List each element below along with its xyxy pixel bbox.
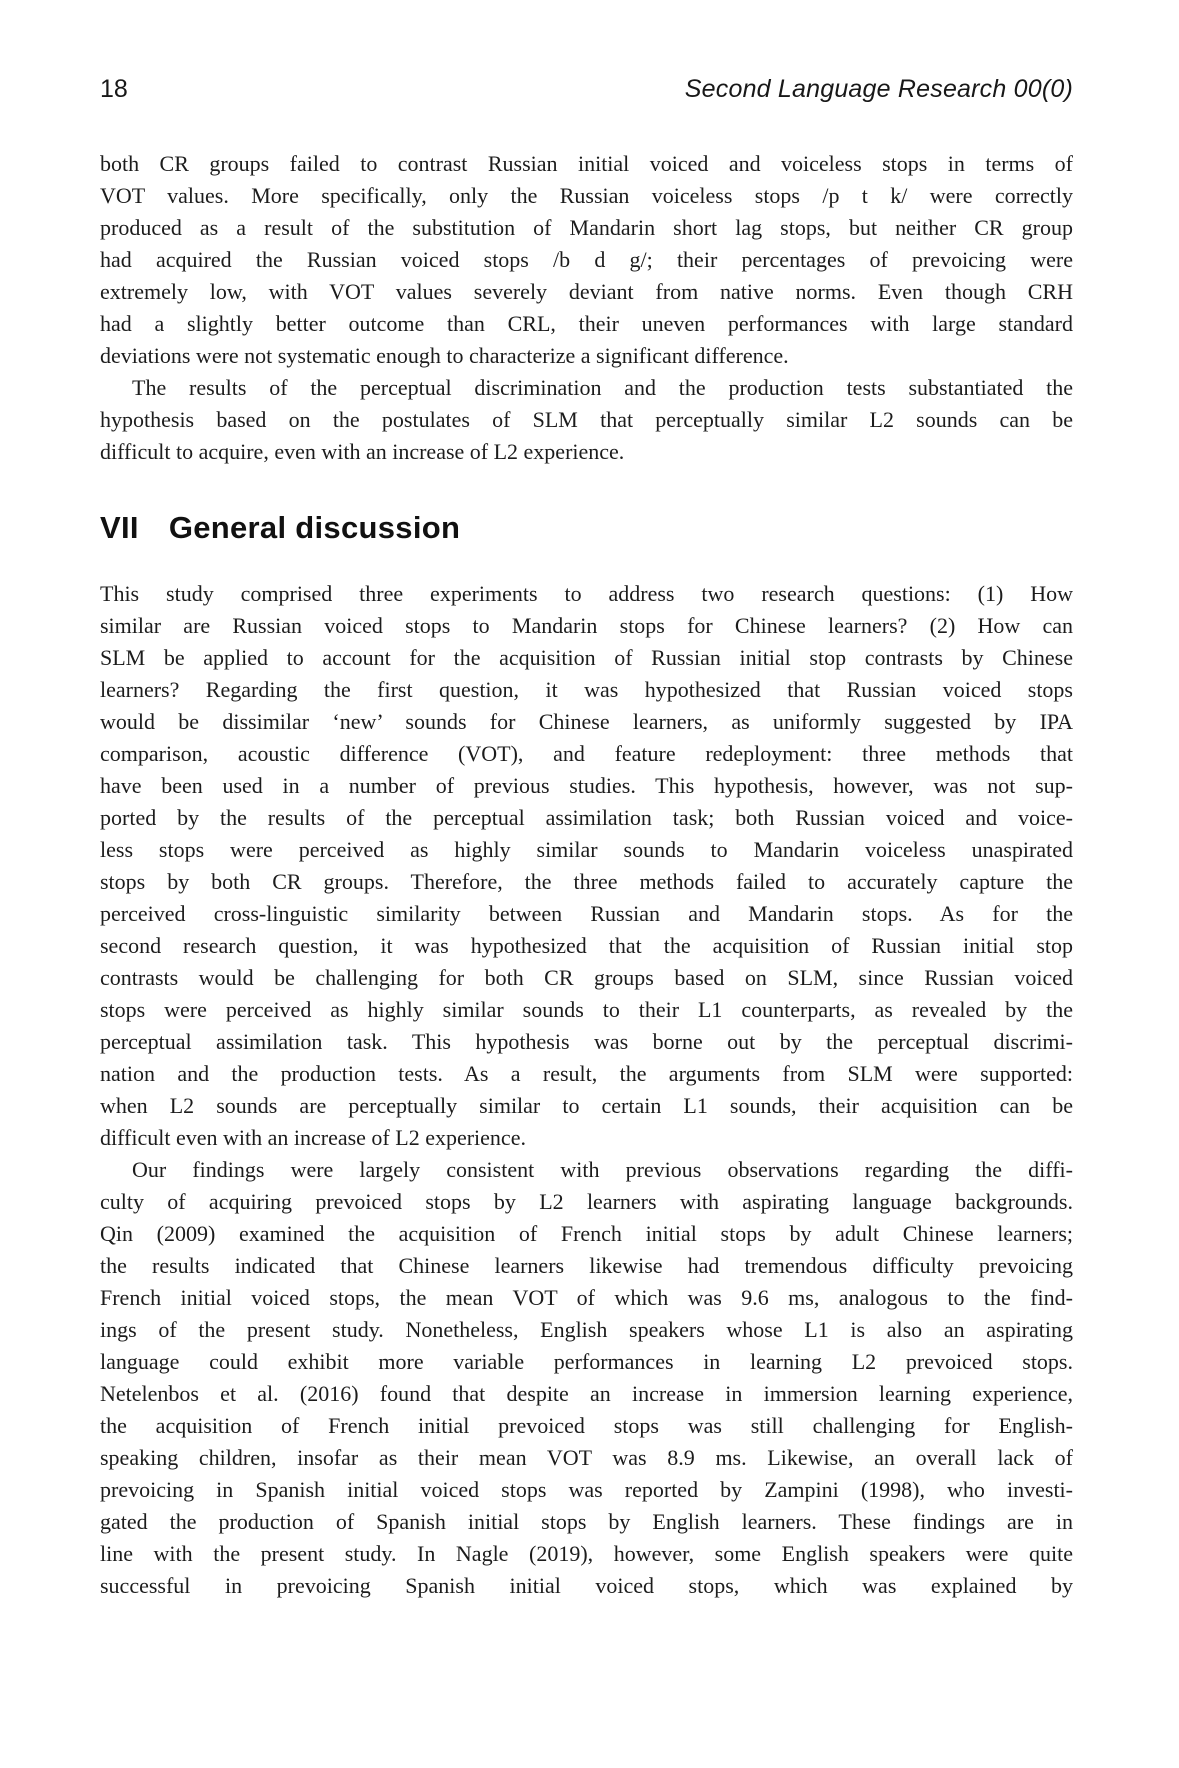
text-line: hypothesis based on the postulates of SLM that perceptually similar L2 sounds can be xyxy=(100,407,1073,432)
text-line: stops were perceived as highly similar sounds to their L1 counterparts, as revealed by the xyxy=(100,997,1073,1022)
text-line: have been used in a number of previous studies. This hypothesis, however, was not sup- xyxy=(100,773,1073,798)
text-line: deviations were not systematic enough to characterize a significant difference. xyxy=(100,343,789,368)
text-line: culty of acquiring prevoiced stops by L2 learners with aspirating language backgrounds. xyxy=(100,1189,1073,1214)
text-line: Netelenbos et al. (2016) found that despite an increase in immersion learning experience, xyxy=(100,1381,1073,1406)
text-line: comparison, acoustic difference (VOT), and feature redeployment: three methods that xyxy=(100,741,1073,766)
text-line: difficult even with an increase of L2 experience. xyxy=(100,1125,526,1150)
journal-running-head: Second Language Research 00(0) xyxy=(684,75,1073,103)
paragraph-hypothesis-summary xyxy=(100,372,1073,468)
text-line: stops by both CR groups. Therefore, the three methods failed to accurately capture the xyxy=(100,869,1073,894)
text-line: speaking children, insofar as their mean VOT was 8.9 ms. Likewise, an overall lack of xyxy=(100,1445,1073,1470)
text-line: line with the present study. In Nagle (2019), however, some English speakers were quite xyxy=(100,1541,1073,1566)
section-title: General discussion xyxy=(168,510,461,545)
text-line: similar are Russian voiced stops to Mandarin stops for Chinese learners? (2) How can xyxy=(100,613,1073,638)
text-line: prevoicing in Spanish initial voiced stops was reported by Zampini (1998), who investi- xyxy=(100,1477,1073,1502)
page-body xyxy=(100,148,1073,1602)
text-line: SLM be applied to account for the acquisition of Russian initial stop contrasts by Chinese xyxy=(100,645,1073,670)
text-line: This study comprised three experiments to address two research questions: (1) How xyxy=(100,581,1073,606)
text-line: ings of the present study. Nonetheless, English speakers whose L1 is also an aspirating xyxy=(100,1317,1073,1342)
paragraph-vot-results xyxy=(100,148,1073,372)
paragraph-study-overview xyxy=(100,578,1073,1154)
text-line: extremely low, with VOT values severely deviant from native norms. Even though CRH xyxy=(100,279,1073,304)
text-line: both CR groups failed to contrast Russian initial voiced and voiceless stops in terms of xyxy=(100,151,1073,176)
section-heading xyxy=(100,508,1073,548)
text-line: contrasts would be challenging for both CR groups based on SLM, since Russian voiced xyxy=(100,965,1073,990)
paragraph-previous-findings xyxy=(100,1154,1073,1602)
text-line: would be dissimilar ‘new’ sounds for Chinese learners, as uniformly suggested by IPA xyxy=(100,709,1073,734)
text-line: ported by the results of the perceptual assimilation task; both Russian voiced and voice- xyxy=(100,805,1073,830)
text-line: successful in prevoicing Spanish initial voiced stops, which was explained by xyxy=(100,1573,1073,1598)
text-line: had a slightly better outcome than CRL, their uneven performances with large standard xyxy=(100,311,1073,336)
text-line: language could exhibit more variable performances in learning L2 prevoiced stops. xyxy=(100,1349,1073,1374)
text-line: nation and the production tests. As a result, the arguments from SLM were supported: xyxy=(100,1061,1073,1086)
text-line: Qin (2009) examined the acquisition of French initial stops by adult Chinese learners; xyxy=(100,1221,1073,1246)
text-line: the results indicated that Chinese learners likewise had tremendous difficulty prevoicing xyxy=(100,1253,1073,1278)
text-line: French initial voiced stops, the mean VOT of which was 9.6 ms, analogous to the find- xyxy=(100,1285,1073,1310)
text-line: Our findings were largely consistent with previous observations regarding the diffi- xyxy=(132,1157,1073,1182)
text-line: produced as a result of the substitution of Mandarin short lag stops, but neither CR group xyxy=(100,215,1073,240)
text-line: difficult to acquire, even with an increase of L2 experience. xyxy=(100,439,625,464)
running-header xyxy=(100,74,1073,104)
page-number: 18 xyxy=(100,75,128,103)
text-line: when L2 sounds are perceptually similar to certain L1 sounds, their acquisition can be xyxy=(100,1093,1073,1118)
text-line: learners? Regarding the first question, it was hypothesized that Russian voiced stops xyxy=(100,677,1073,702)
text-line: less stops were perceived as highly similar sounds to Mandarin voiceless unaspirated xyxy=(100,837,1073,862)
text-line: the acquisition of French initial prevoiced stops was still challenging for English- xyxy=(100,1413,1073,1438)
section-number: VII xyxy=(100,510,139,545)
text-line: VOT values. More specifically, only the Russian voiceless stops /p t k/ were correctly xyxy=(100,183,1073,208)
text-line: gated the production of Spanish initial stops by English learners. These findings are in xyxy=(100,1509,1073,1534)
text-line: perceptual assimilation task. This hypothesis was borne out by the perceptual discrimi- xyxy=(100,1029,1073,1054)
text-line: second research question, it was hypothesized that the acquisition of Russian initial stop xyxy=(100,933,1073,958)
text-line: The results of the perceptual discrimination and the production tests substantiated the xyxy=(132,375,1073,400)
text-line: perceived cross-linguistic similarity between Russian and Mandarin stops. As for the xyxy=(100,901,1073,926)
text-line: had acquired the Russian voiced stops /b d g/; their percentages of prevoicing were xyxy=(100,247,1073,272)
